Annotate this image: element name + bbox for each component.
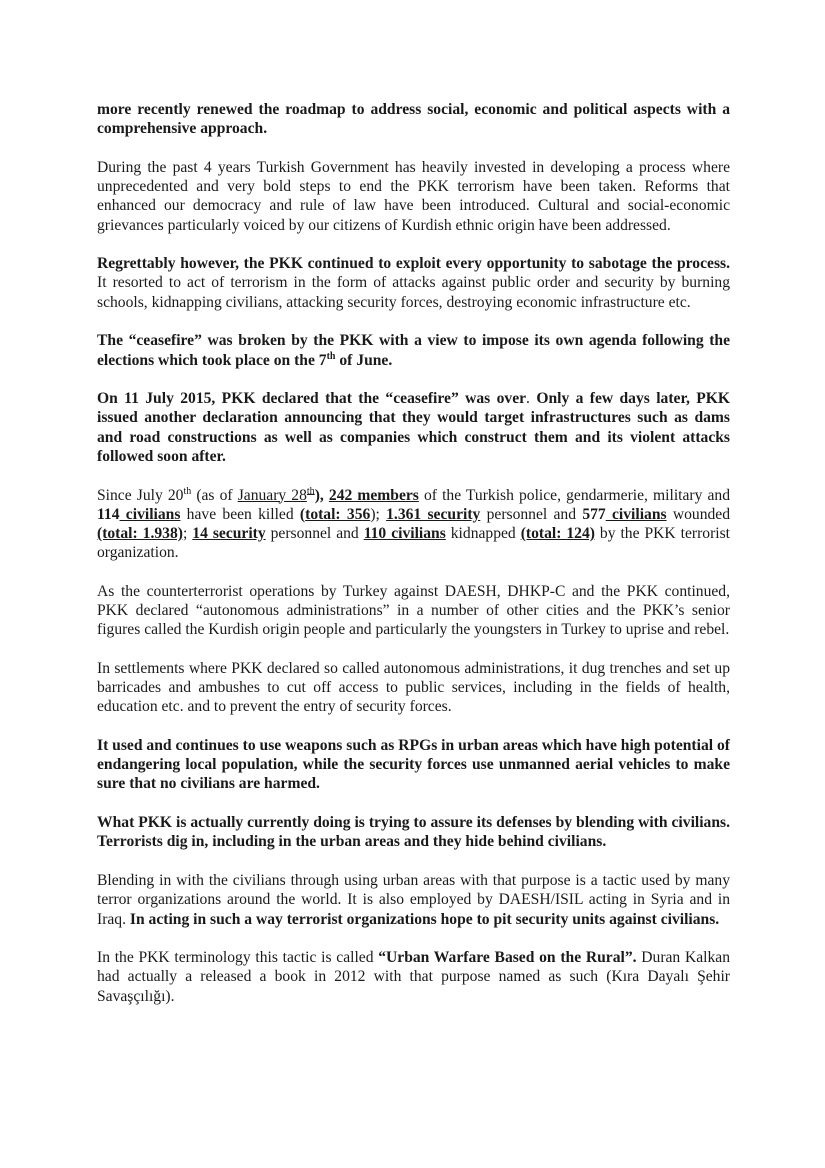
body-text: personnel and	[480, 505, 583, 523]
paragraph-urban-warfare	[97, 948, 730, 1006]
paragraph-ceasefire-over	[97, 389, 730, 466]
body-text: kidnapped	[445, 524, 521, 542]
superscript: th	[183, 485, 192, 497]
paragraph-pkk-sabotage	[97, 254, 730, 312]
figure-security-kidnapped: 14 security	[192, 524, 266, 542]
body-text: Blending in with the civilians through using urban areas with that purpose is a tactic used by many terror organizations around the world. It is also employed by DAESH/ISIL acting in Syria and in Iraq.	[97, 872, 730, 928]
figure-civilians-wounded: civilians	[605, 505, 667, 523]
bold-text: What PKK is actually currently doing is trying to assure its defenses by blending with civilians. Terrorists dig in, including in the urban areas and they hide behind civilians.	[97, 814, 730, 851]
underlined-date: January 28	[237, 486, 307, 504]
paragraph-rpg-weapons	[97, 736, 730, 794]
body-text: Since July 20	[97, 486, 184, 504]
body-text: );	[370, 505, 387, 523]
bold-text: In acting in such a way terrorist organizations hope to pit security units against civilians.	[129, 910, 720, 928]
paragraph-government-investment	[97, 158, 730, 235]
bold-text: more recently renewed the roadmap to address social, economic and political aspects with a comprehensive approach.	[97, 101, 730, 138]
bold-text: of June.	[335, 351, 393, 369]
body-text: have been killed	[180, 505, 300, 523]
bold-text: It used and continues to use weapons such as RPGs in urban areas which have high potential of endangering local population, while the security forces use unmanned aerial vehicles to make sure that no civilians are harmed.	[97, 737, 730, 793]
body-text: personnel and	[265, 524, 364, 542]
bold-text: 114	[97, 505, 120, 523]
superscript: th	[306, 485, 315, 497]
bold-text: 577	[582, 505, 606, 523]
body-text: wounded	[666, 505, 731, 523]
superscript: th	[326, 350, 336, 362]
paragraph-terror-tactic	[97, 871, 730, 929]
body-text: (as of	[191, 486, 238, 504]
figure-total-wounded: (total: 1.938)	[97, 524, 183, 542]
body-text: of the Turkish police, gendarmerie, military and	[418, 486, 731, 504]
bold-text: (	[299, 505, 306, 523]
bold-text: “Urban Warfare Based on the Rural”.	[378, 949, 637, 967]
figure-civilians-kidnapped: 110 civilians	[363, 524, 446, 542]
paragraph-autonomous-administrations	[97, 582, 730, 640]
paragraph-blending-civilians	[97, 813, 730, 851]
bold-text: Only a few days later, PKK issued another declaration announcing that they would target infrastructures such as dams and road constructions as well as companies which construct them and its violent attacks followed soon after.	[97, 390, 730, 465]
body-text: Duran Kalkan had actually a released a book in 2012 with that purpose named as such (Kıra Dayalı Şehir Savaşçılığı).	[97, 949, 730, 1005]
bold-text: The “ceasefire” was broken by the PKK with a view to impose its own agenda following the elections which took place on the 7	[97, 332, 730, 369]
paragraph-casualty-figures	[97, 486, 730, 563]
paragraph-ceasefire-broken	[97, 331, 730, 369]
bold-text: Regrettably however, the PKK continued to exploit every opportunity to sabotage the process.	[97, 255, 730, 273]
figure-total-kidnapped: (total: 124)	[520, 524, 595, 542]
body-text: As the counterterrorist operations by Turkey against DAESH, DHKP-C and the PKK continued, PKK declared “autonomous administrations” in a number of other cities and the PKK’s senior figures called the Kurdish origin people and particularly the youngsters in Turkey to uprise and rebel.	[97, 582, 730, 639]
bold-text: ),	[314, 486, 329, 504]
body-text: In the PKK terminology this tactic is called	[97, 949, 379, 967]
figure-security-wounded: 1.361 security	[386, 505, 481, 523]
body-text: In settlements where PKK declared so called autonomous administrations, it dug trenches and set up barricades and ambushes to cut off access to public services, including in the fields of health, education etc. and to prevent the entry of security forces.	[97, 659, 730, 716]
paragraph-trenches-barricades	[97, 659, 730, 717]
body-text: by the PKK terrorist organization.	[97, 524, 731, 562]
body-text: ;	[182, 524, 193, 542]
paragraph-roadmap	[97, 100, 730, 138]
figure-total-killed: total: 356	[305, 505, 371, 523]
body-text: It resorted to act of terrorism in the form of attacks against public order and security by burning schools, kidnapping civilians, attacking security forces, destroying economic infrastructure etc.	[97, 274, 730, 311]
body-text: During the past 4 years Turkish Government has heavily invested in developing a process where unprecedented and very bold steps to end the PKK terrorism have been taken. Reforms that enhanced our democracy and rule of law have been introduced. Cultural and social-economic grievances particularly voiced by our citizens of Kurdish ethnic origin have been addressed.	[97, 158, 730, 234]
figure-members-killed: 242 members	[328, 486, 419, 504]
body-text: .	[526, 390, 537, 408]
bold-text: On 11 July 2015, PKK declared that the “ceasefire” was over	[97, 390, 527, 408]
figure-civilians-killed: civilians	[119, 505, 181, 523]
